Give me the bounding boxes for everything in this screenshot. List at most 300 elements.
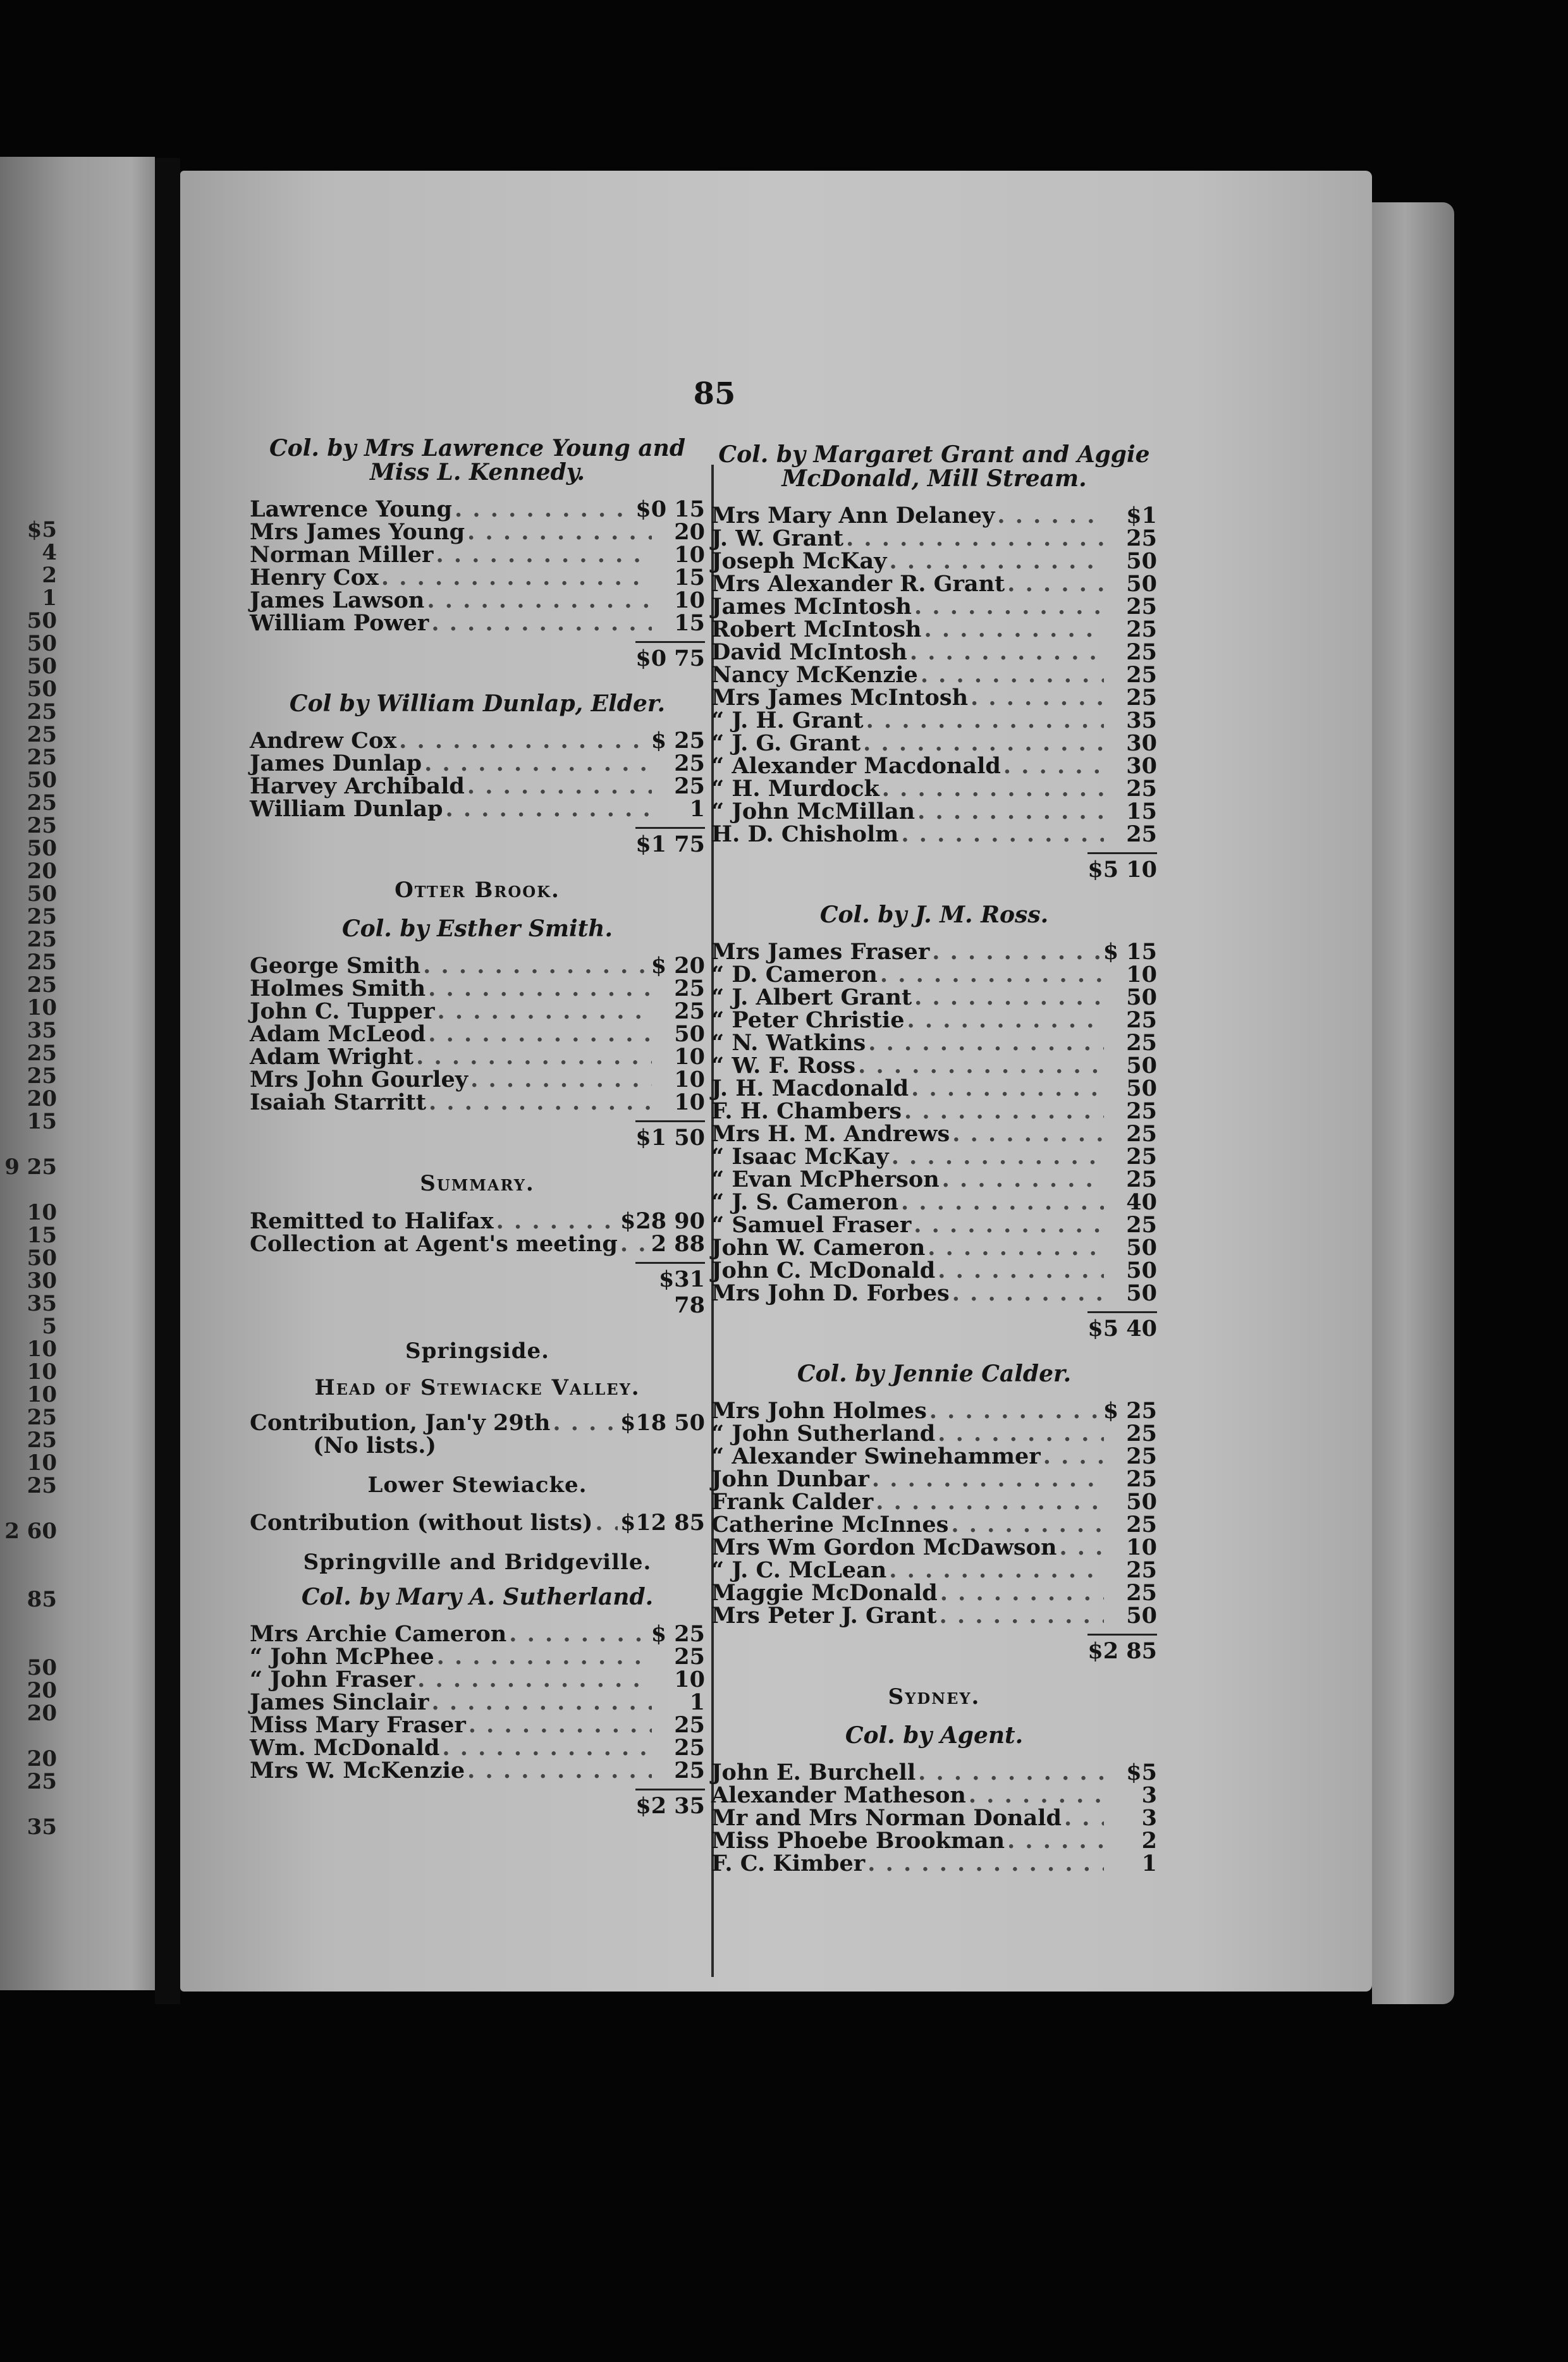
leader-dots (427, 589, 652, 612)
contributor-name: Mrs John Holmes (711, 1398, 927, 1424)
facing-amount: 10 (27, 1200, 57, 1225)
amount: 25 (1126, 639, 1157, 665)
leader-dots (921, 664, 1104, 687)
contributor-name: Mr and Mrs Norman Donald (711, 1805, 1062, 1831)
contributor-name: Mrs James Young (250, 519, 465, 545)
list-item (711, 550, 1157, 573)
contributor-name: James Dunlap (250, 750, 422, 776)
amount: 25 (674, 998, 705, 1024)
contributor-name: Henry Cox (250, 565, 379, 590)
amount: 25 (1126, 1030, 1157, 1056)
contributor-name: J. H. Macdonald (711, 1075, 909, 1101)
leader-dots (911, 1077, 1104, 1100)
leader-dots (914, 986, 1104, 1009)
section-total: $5 10 (1087, 852, 1157, 883)
section-total: $2 35 (635, 1789, 705, 1819)
page-edge (1372, 202, 1454, 2004)
list-item (711, 664, 1157, 687)
contributor-name: “ Alexander Macdonald (711, 753, 1001, 779)
amount: 50 (1126, 571, 1157, 597)
list-item (250, 1737, 705, 1759)
list-item (711, 1237, 1157, 1259)
facing-amount: 50 (27, 1245, 57, 1271)
contributor-name: Mrs James Fraser (711, 939, 930, 965)
list-item (711, 1168, 1157, 1191)
amount: 3 (1141, 1782, 1157, 1808)
list-item (711, 1830, 1157, 1852)
spacer (250, 1457, 705, 1472)
facing-amount: 35 (27, 1018, 57, 1043)
list-item (711, 1807, 1157, 1830)
facing-amount: 50 (27, 768, 57, 793)
facing-amount: 25 (27, 790, 57, 816)
facing-amount: 25 (27, 745, 57, 770)
leader-dots (436, 544, 652, 566)
contributor-name: Mrs Mary Ann Delaney (711, 503, 995, 529)
amount: 25 (1126, 1212, 1157, 1238)
list-item (711, 1123, 1157, 1146)
amount: 50 (1126, 984, 1157, 1010)
contributor-name: James McIntosh (711, 594, 912, 620)
facing-amount: $5 (27, 517, 57, 542)
list-item (711, 1852, 1157, 1875)
contributor-name: Alexander Matheson (711, 1782, 966, 1808)
facing-amount: 10 (27, 1450, 57, 1476)
list-item (250, 589, 705, 612)
list-item (711, 687, 1157, 709)
section-heading: Col. by Esther Smith. (341, 915, 613, 942)
facing-amount (0, 1725, 57, 1747)
facing-amount: 10 (27, 1337, 57, 1362)
amount: $ 25 (651, 1621, 705, 1647)
facing-amount (0, 1497, 57, 1520)
section-heading: Col. by Agent. (845, 1722, 1024, 1749)
list-item (711, 1191, 1157, 1214)
list-item (250, 1646, 705, 1668)
leader-dots (876, 1491, 1104, 1514)
list-item (250, 566, 705, 589)
contributor-name: Adam Wright (250, 1044, 414, 1070)
leader-dots (951, 1514, 1104, 1536)
list-item (711, 1032, 1157, 1055)
facing-amount: 20 (27, 1701, 57, 1726)
contributor-name: J. W. Grant (711, 525, 844, 551)
leader-dots (929, 1400, 1101, 1423)
leader-dots (467, 775, 652, 798)
leader-dots (455, 498, 633, 521)
leader-dots (901, 1191, 1104, 1214)
list-item (711, 1605, 1157, 1627)
contributor-name: H. D. Chisholm (711, 821, 899, 847)
section-total: $31 78 (635, 1262, 705, 1318)
leader-dots (1007, 1830, 1104, 1852)
amount: 10 (674, 1089, 705, 1115)
amount: 25 (1126, 776, 1157, 802)
list-item (711, 1761, 1157, 1784)
facing-amount: 2 60 (4, 1519, 57, 1544)
facing-amount (0, 1133, 57, 1156)
leader-dots (858, 1055, 1104, 1077)
amount: 25 (674, 1712, 705, 1738)
leader-dots (914, 1214, 1104, 1237)
contributor-name: James Sinclair (250, 1689, 429, 1715)
amount: 10 (1126, 962, 1157, 988)
list-item (711, 778, 1157, 800)
facing-amount: 20 (27, 1678, 57, 1703)
leader-dots (932, 941, 1100, 964)
leader-dots (917, 800, 1104, 823)
amount: 25 (1126, 525, 1157, 551)
list-item (711, 596, 1157, 618)
leader-dots (846, 527, 1104, 550)
contributor-name: Frank Calder (711, 1489, 874, 1515)
contributor-name: John C. McDonald (711, 1257, 936, 1283)
place-title: Springville and Bridgeville. (303, 1550, 652, 1575)
list-item (711, 941, 1157, 964)
leader-dots (889, 1559, 1104, 1582)
leader-dots (969, 1784, 1104, 1807)
contributor-name: Mrs Alexander R. Grant (711, 571, 1005, 597)
contributor-name: Andrew Cox (250, 728, 397, 754)
list-item (711, 755, 1157, 778)
contributor-name: F. H. Chambers (711, 1098, 902, 1124)
spacer (711, 1664, 1157, 1684)
list-item (250, 730, 705, 752)
list-item (711, 1784, 1157, 1807)
facing-amount: 85 (27, 1587, 57, 1612)
facing-amount: 20 (27, 859, 57, 884)
facing-amount (0, 1543, 57, 1565)
leader-dots (928, 1237, 1104, 1259)
amount: 15 (674, 610, 705, 636)
list-item (250, 1000, 705, 1023)
amount: $18 50 (620, 1410, 705, 1436)
contributor-name: George Smith (250, 953, 421, 979)
list-item (250, 1691, 705, 1714)
facing-amount: 15 (27, 1223, 57, 1248)
contributor-name: “ Alexander Swinehammer (711, 1443, 1041, 1469)
contributor-name: “ John McMillan (711, 799, 916, 824)
contributor-name: James Lawson (250, 587, 425, 613)
facing-amount: 50 (27, 881, 57, 907)
amount: 25 (1126, 1512, 1157, 1538)
facing-amount: 20 (27, 1086, 57, 1111)
place-subtitle: Head of Stewiacke Valley. (314, 1375, 640, 1400)
list-item (711, 1559, 1157, 1582)
facing-amount: 35 (27, 1814, 57, 1840)
list-item (250, 1233, 705, 1256)
list-item (711, 1468, 1157, 1491)
amount: 25 (674, 976, 705, 1001)
amount: $ 25 (1103, 1398, 1157, 1424)
section-total: $1 75 (635, 827, 705, 857)
facing-amount: 30 (27, 1268, 57, 1294)
amount: 2 (1141, 1828, 1157, 1854)
list-item (711, 986, 1157, 1009)
contributor-name: Contribution (without lists) (250, 1510, 593, 1536)
amount: 25 (674, 1735, 705, 1761)
facing-amount: 2 (42, 563, 57, 588)
leader-dots (1059, 1536, 1104, 1559)
amount: 50 (1126, 1257, 1157, 1283)
amount: 25 (1126, 616, 1157, 642)
amount: 25 (1126, 1098, 1157, 1124)
leader-dots (423, 955, 649, 977)
amount: 25 (1126, 1166, 1157, 1192)
section-total: $1 50 (635, 1120, 705, 1151)
leader-dots (620, 1233, 649, 1256)
leader-dots (1043, 1445, 1104, 1468)
contributor-name: Lawrence Young (250, 496, 452, 522)
list-item (250, 1068, 705, 1091)
amount: 25 (1126, 1007, 1157, 1033)
section-total: $5 40 (1087, 1311, 1157, 1342)
facing-amount: 25 (27, 1405, 57, 1430)
contributor-name: Mrs James McIntosh (711, 685, 969, 711)
list-item (711, 823, 1157, 846)
leader-dots (399, 730, 649, 752)
leader-dots (445, 798, 652, 821)
spacer (250, 903, 705, 917)
contributor-name: Adam McLeod (250, 1021, 426, 1047)
list-item (250, 1091, 705, 1114)
list-item (711, 1214, 1157, 1237)
leader-dots (863, 732, 1104, 755)
spacer (250, 671, 705, 692)
list-item (250, 977, 705, 1000)
facing-amount: 20 (27, 1746, 57, 1772)
amount: $5 (1126, 1759, 1157, 1785)
contributor-name: Holmes Smith (250, 976, 426, 1001)
amount: 25 (1126, 1557, 1157, 1583)
contributor-name: William Dunlap (250, 796, 443, 822)
amount: 3 (1141, 1805, 1157, 1831)
list-item (250, 1412, 705, 1435)
amount: 10 (674, 1067, 705, 1092)
section-heading: Col. by Mary A. Sutherland. (301, 1584, 654, 1610)
facing-amount (0, 1793, 57, 1816)
amount: 10 (674, 1044, 705, 1070)
leader-dots (553, 1412, 618, 1435)
page-number: 85 (693, 376, 736, 412)
amount: 50 (1126, 1603, 1157, 1629)
contributor-name: Collection at Agent's meeting (250, 1231, 618, 1257)
list-item (250, 1714, 705, 1737)
leader-dots (938, 1259, 1104, 1282)
leader-dots (901, 823, 1104, 846)
place-title: Lower Stewiacke. (367, 1472, 587, 1498)
list-item (711, 573, 1157, 596)
book-gutter (155, 158, 180, 2004)
section-heading: Col. by J. M. Ross. (819, 902, 1049, 928)
list-item (711, 1514, 1157, 1536)
spacer (250, 1364, 705, 1375)
contributor-name: “ Samuel Fraser (711, 1212, 912, 1238)
contributor-name: William Power (250, 610, 429, 636)
list-item (711, 1282, 1157, 1305)
leader-dots (469, 1714, 652, 1737)
leader-dots (381, 566, 652, 589)
amount: 25 (674, 773, 705, 799)
contributor-name: Harvey Archibald (250, 773, 465, 799)
facing-amount: 35 (27, 1291, 57, 1316)
list-item (711, 1536, 1157, 1559)
facing-amount: 25 (27, 1063, 57, 1089)
amount: 1 (1141, 1851, 1157, 1876)
section-place: Otter Brook. (395, 878, 560, 903)
facing-amount: 25 (27, 904, 57, 929)
contributor-name: “ Evan McPherson (711, 1166, 940, 1192)
list-item (711, 800, 1157, 823)
amount: 25 (1126, 1443, 1157, 1469)
contributor-name: Joseph McKay (711, 548, 887, 574)
leader-dots (428, 1023, 652, 1046)
facing-amount: 50 (27, 676, 57, 702)
amount: $ 15 (1103, 939, 1157, 965)
leader-dots (942, 1168, 1104, 1191)
amount: 10 (674, 587, 705, 613)
leader-dots (914, 596, 1104, 618)
list-item (250, 498, 705, 521)
contributor-name: “ N. Watkins (711, 1030, 866, 1056)
contributor-name: John W. Cameron (711, 1235, 926, 1261)
facing-amount: 50 (27, 631, 57, 656)
amount: $ 20 (651, 953, 705, 979)
amount: 1 (689, 796, 705, 822)
facing-amount (0, 1634, 57, 1656)
amount: 10 (674, 1667, 705, 1692)
place-title: Springside. (405, 1338, 549, 1364)
leader-dots (867, 1852, 1104, 1875)
section-total: $2 85 (1087, 1634, 1157, 1664)
amount: 25 (674, 750, 705, 776)
list-item (711, 618, 1157, 641)
facing-amount: 25 (27, 1428, 57, 1453)
leader-dots (496, 1210, 618, 1233)
leader-dots (872, 1468, 1104, 1491)
facing-amount: 50 (27, 654, 57, 679)
section-place: Summary. (420, 1171, 535, 1196)
spacer (250, 1819, 705, 1839)
list-item (250, 1512, 705, 1534)
contributor-name: Norman Miller (250, 542, 434, 568)
amount: 10 (674, 542, 705, 568)
amount: 35 (1126, 707, 1157, 733)
contributor-name: “ John McPhee (250, 1644, 434, 1670)
list-item (711, 1077, 1157, 1100)
amount: $0 15 (635, 496, 705, 522)
leader-dots (424, 752, 652, 775)
facing-amount: 9 25 (4, 1154, 57, 1180)
leader-dots (428, 977, 652, 1000)
facing-amount: 25 (27, 722, 57, 747)
facing-amount: 10 (27, 1359, 57, 1385)
contributor-name: “ Isaac McKay (711, 1144, 889, 1170)
spacer (711, 1710, 1157, 1723)
facing-amount: 50 (27, 836, 57, 861)
leader-dots (889, 550, 1104, 573)
section-heading: Col. by Jennie Calder. (797, 1361, 1072, 1387)
section-heading: Col. by Margaret Grant and Aggie McDonald, Mill Stream. (718, 441, 1150, 492)
facing-amount: 25 (27, 950, 57, 975)
leader-dots (918, 1761, 1104, 1784)
spacer (250, 857, 705, 878)
leader-dots (997, 505, 1104, 527)
leader-dots (938, 1423, 1104, 1445)
leader-dots (437, 1646, 652, 1668)
amount: 25 (1126, 1421, 1157, 1447)
leader-dots (467, 1759, 652, 1782)
contributor-name: “ D. Cameron (711, 962, 878, 988)
list-item (250, 1023, 705, 1046)
list-item (250, 1046, 705, 1068)
amount: 25 (1126, 594, 1157, 620)
contributor-name: “ J. G. Grant (711, 730, 861, 756)
list-item (711, 1491, 1157, 1514)
contributor-name: “ John Sutherland (711, 1421, 936, 1447)
amount: 15 (674, 565, 705, 590)
contributor-name: “ W. F. Ross (711, 1053, 856, 1079)
amount: $28 90 (620, 1208, 705, 1234)
note: (No lists.) (313, 1433, 436, 1459)
list-item (711, 1146, 1157, 1168)
leader-dots (940, 1582, 1104, 1605)
contributor-name: Mrs Archie Cameron (250, 1621, 507, 1647)
leader-dots (1064, 1807, 1104, 1830)
amount: $12 85 (620, 1510, 705, 1536)
leader-dots (429, 1091, 652, 1114)
facing-amount: 50 (27, 1655, 57, 1680)
leader-dots (971, 687, 1104, 709)
amount: 25 (1126, 821, 1157, 847)
list-item (250, 798, 705, 821)
list-item (711, 641, 1157, 664)
facing-amount (0, 1565, 57, 1588)
leader-dots (470, 1068, 652, 1091)
contributor-name: “ J. H. Grant (711, 707, 864, 733)
amount: 25 (674, 1644, 705, 1670)
list-item (711, 1400, 1157, 1423)
facing-amount: 15 (27, 1109, 57, 1134)
contributor-name: Mrs W. McKenzie (250, 1758, 465, 1784)
amount: 25 (1126, 1121, 1157, 1147)
contributor-name: Miss Phoebe Brookman (711, 1828, 1005, 1854)
list-item (711, 1009, 1157, 1032)
leader-dots (910, 641, 1104, 664)
amount: 15 (1126, 799, 1157, 824)
contributor-name: Contribution, Jan'y 29th (250, 1410, 551, 1436)
spacer (250, 1318, 705, 1338)
facing-amount: 25 (27, 699, 57, 725)
amount: 2 88 (651, 1231, 705, 1257)
leader-dots (907, 1009, 1105, 1032)
facing-amount: 1 (42, 585, 57, 611)
leader-dots (880, 964, 1104, 986)
amount: 25 (1126, 685, 1157, 711)
list-item (711, 732, 1157, 755)
list-item (711, 1582, 1157, 1605)
list-item (711, 1445, 1157, 1468)
contributor-name: John C. Tupper (250, 998, 435, 1024)
section-heading: Col by William Dunlap, Elder. (289, 690, 666, 717)
leader-dots (952, 1123, 1104, 1146)
facing-amount: 5 (42, 1314, 57, 1339)
amount: 10 (1126, 1534, 1157, 1560)
leader-dots (952, 1282, 1104, 1305)
spacer (711, 883, 1157, 903)
leader-dots (904, 1100, 1104, 1123)
spacer (711, 1875, 1157, 1895)
